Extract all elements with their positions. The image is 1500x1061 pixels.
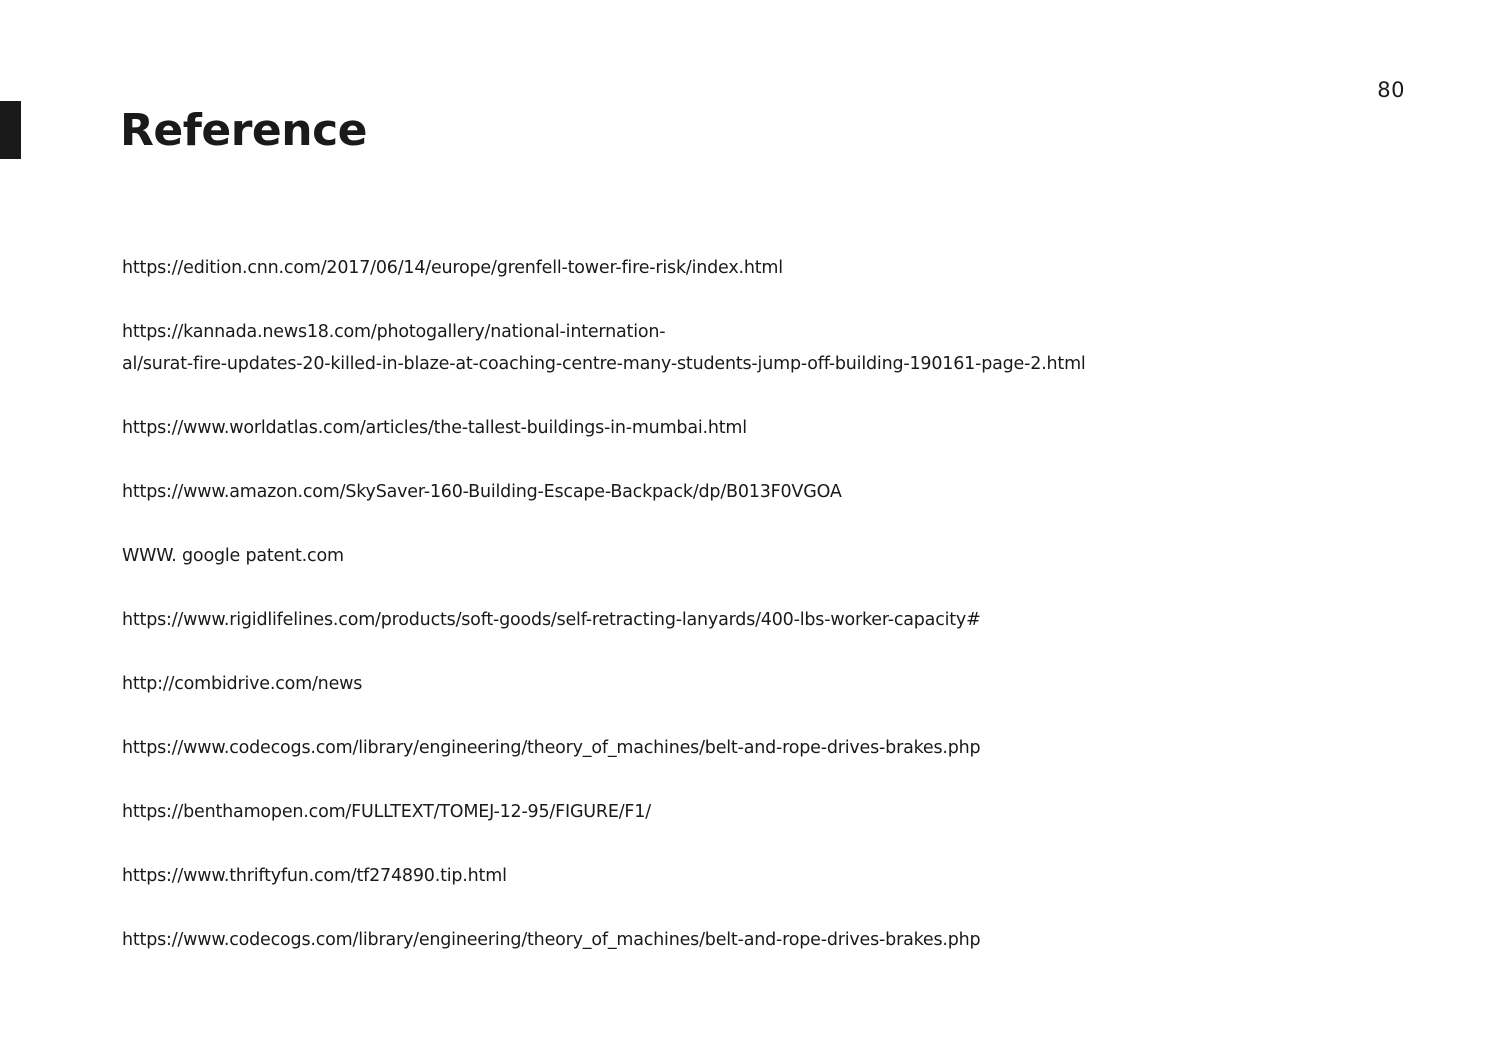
reference-item[interactable]: [122, 924, 1372, 956]
reference-item[interactable]: [122, 476, 1372, 508]
reference-item[interactable]: [122, 796, 1372, 828]
reference-text: https://www.rigidlifelines.com/products/soft-goods/self-retracting-lanyards/400-lbs-worker-capacity#: [122, 610, 981, 630]
reference-text: https://www.thriftyfun.com/tf274890.tip.html: [122, 866, 507, 886]
reference-item[interactable]: [122, 252, 1372, 284]
reference-item[interactable]: [122, 860, 1372, 892]
reference-item[interactable]: [122, 604, 1372, 636]
reference-item[interactable]: [122, 668, 1372, 700]
reference-text: https://www.worldatlas.com/articles/the-tallest-buildings-in-mumbai.html: [122, 418, 747, 438]
reference-item[interactable]: [122, 732, 1372, 764]
reference-text: https://edition.cnn.com/2017/06/14/europe/grenfell-tower-fire-risk/index.html: [122, 258, 783, 278]
reference-text: https://benthamopen.com/FULLTEXT/TOMEJ-12-95/FIGURE/F1/: [122, 802, 651, 822]
reference-list: [122, 252, 1372, 988]
reference-item[interactable]: [122, 540, 1372, 572]
reference-item[interactable]: [122, 316, 1372, 380]
reference-text: https://www.codecogs.com/library/engineering/theory_of_machines/belt-and-rope-drives-brakes.php: [122, 738, 981, 758]
reference-text: https://www.codecogs.com/library/engineering/theory_of_machines/belt-and-rope-drives-brakes.php: [122, 930, 981, 950]
page-title: Reference: [120, 105, 367, 156]
reference-text: WWW. google patent.com: [122, 546, 344, 566]
reference-text: http://combidrive.com/news: [122, 674, 363, 694]
reference-item[interactable]: [122, 412, 1372, 444]
section-marker-bar: [0, 101, 21, 159]
reference-text: https://www.amazon.com/SkySaver-160-Building-Escape-Backpack/dp/B013F0VGOA: [122, 482, 842, 502]
page-number: 80: [1377, 78, 1405, 102]
reference-text: https://kannada.news18.com/photogallery/national-internation-: [122, 322, 666, 342]
reference-text: al/surat-fire-updates-20-killed-in-blaze-at-coaching-centre-many-students-jump-off-building-190161-page-2.html: [122, 354, 1086, 374]
